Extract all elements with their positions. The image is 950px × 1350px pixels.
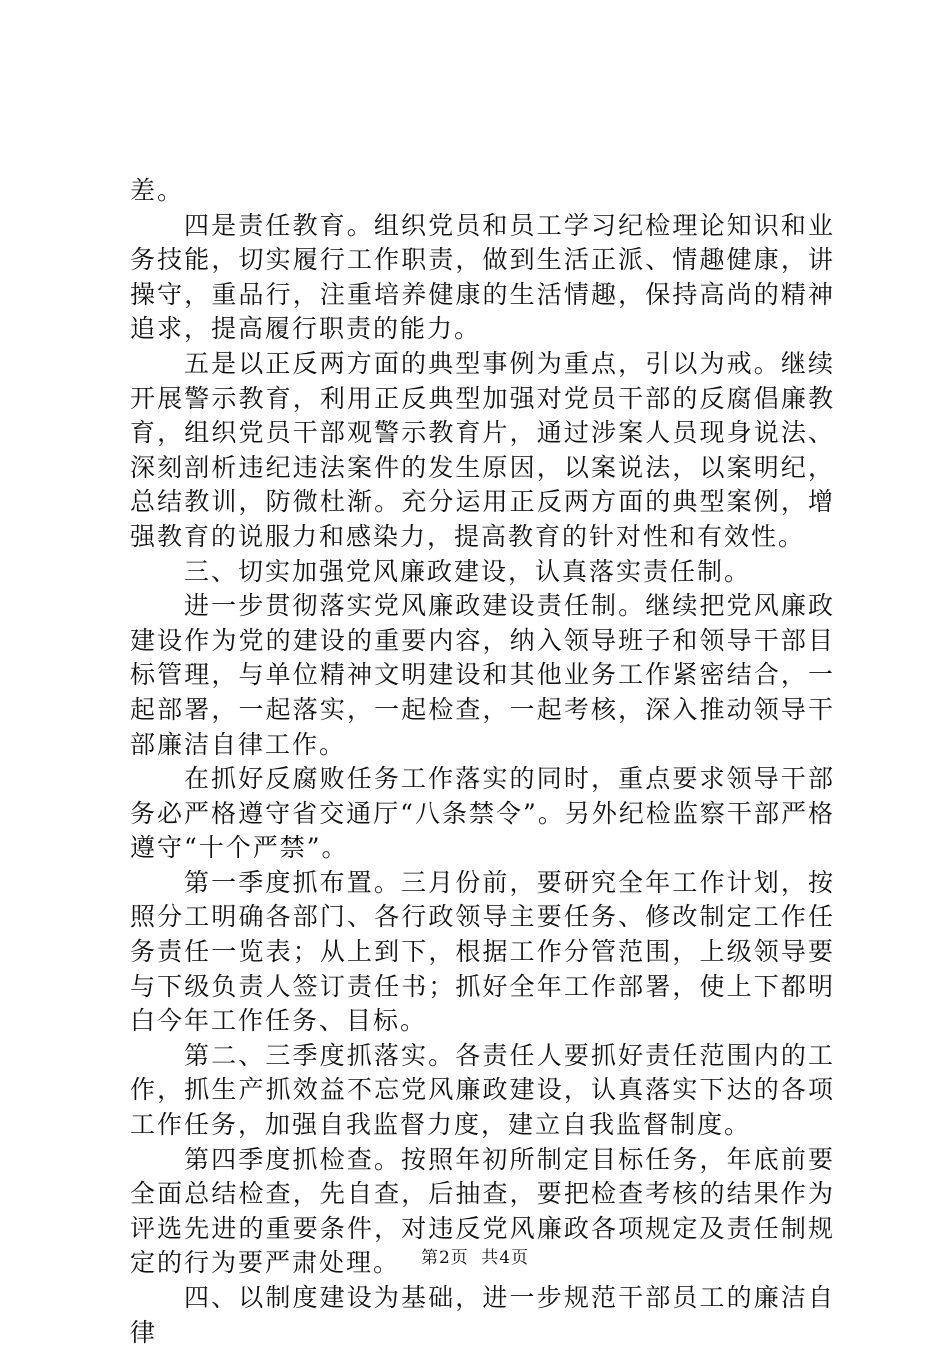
page-total: 共4页 [481, 1248, 530, 1268]
page-number: 第2页 [420, 1248, 469, 1268]
paragraph-7: 第一季度抓布置。三月份前，要研究全年工作计划，按照分工明确各部门、各行政领导主要任务、修改制定工作任务责任一览表；从上到下，根据工作分管范围，上级领导要与下级负责人签订责任书；抓好全年工作部署，使上下都明白今年工作任务、目标。 [130, 867, 835, 1036]
document-body [130, 174, 835, 1350]
paragraph-2: 四是责任教育。组织党员和员工学习纪检理论知识和业务技能，切实履行工作职责，做到生活正派、情趣健康，讲操守，重品行，注重培养健康的生活情趣，保持高尚的精神追求，提高履行职责的能力。 [130, 210, 835, 344]
paragraph-3: 五是以正反两方面的典型事例为重点，引以为戒。继续开展警示教育，利用正反典型加强对党员干部的反腐倡廉教育，组织党员干部观警示教育片，通过涉案人员现身说法、深刻剖析违纪违法案件的发生原因，以案说法，以案明纪，总结教训，防微杜渐。充分运用正反两方面的典型案例，增强教育的说服力和感染力，提高教育的针对性和有效性。 [130, 348, 835, 551]
paragraph-8: 第二、三季度抓落实。各责任人要抓好责任范围内的工作，抓生产抓效益不忘党风廉政建设，认真落实下达的各项工作任务，加强自我监督力度，建立自我监督制度。 [130, 1040, 835, 1140]
paragraph-9: 第四季度抓检查。按照年初所制定目标任务，年底前要全面总结检查，先自查，后抽查，要把检查考核的结果作为评选先进的重要条件，对违反党风廉政各项规定及责任制规定的行为要严肃处理。 [130, 1144, 835, 1278]
paragraph-1: 差。 [130, 176, 185, 205]
page-footer [0, 1243, 950, 1268]
paragraph-5: 进一步贯彻落实党风廉政建设责任制。继续把党风廉政建设作为党的建设的重要内容，纳入领导班子和领导干部目标管理，与单位精神文明建设和其他业务工作紧密结合，一起部署，一起落实，一起检查，一起考核，深入推动领导干部廉洁自律工作。 [130, 591, 835, 759]
paragraph-4: 三、切实加强党风廉政建设，认真落实责任制。 [184, 556, 752, 586]
paragraph-10: 四、以制度建设为基础，进一步规范干部员工的廉洁自律 [130, 1283, 835, 1347]
paragraph-6: 在抓好反腐败任务工作落实的同时，重点要求领导干部务必严格遵守省交通厅“八条禁令”。另外纪检监察干部严格遵守“十个严禁”。 [130, 764, 835, 863]
